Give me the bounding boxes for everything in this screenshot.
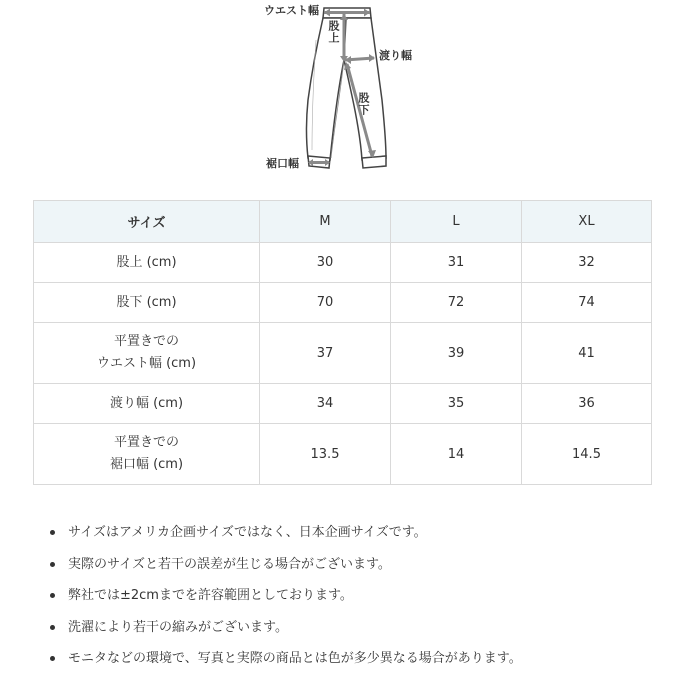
column-header-m: M xyxy=(260,201,391,243)
list-item xyxy=(40,616,660,648)
pants-illustration xyxy=(0,0,680,185)
row-label-text: 渡り幅 (cm) xyxy=(109,395,184,411)
thigh-width-label: 渡り幅 xyxy=(379,49,412,62)
pants-measurement-diagram xyxy=(0,0,680,185)
table-cell: 70 xyxy=(260,283,391,323)
table-row xyxy=(34,323,652,384)
list-item xyxy=(40,647,660,679)
note-text: 実際のサイズと若干の誤差が生じる場合がございます。 xyxy=(68,556,391,572)
table-row xyxy=(34,424,652,485)
table-cell: 37 xyxy=(260,323,391,384)
inseam-label: 股下 xyxy=(357,92,370,116)
column-header-size: サイズ xyxy=(34,201,260,243)
list-item xyxy=(40,521,660,553)
table-cell: 41 xyxy=(522,323,652,384)
table-row xyxy=(34,384,652,424)
row-label xyxy=(34,384,260,424)
rise-label: 股上 xyxy=(327,20,340,44)
table-cell: 30 xyxy=(260,243,391,283)
right-cuff-shape xyxy=(362,156,386,168)
bullet-icon xyxy=(50,593,55,598)
note-text: モニタなどの環境で、写真と実際の商品とは色が多少異なる場合があります。 xyxy=(68,651,522,666)
bullet-icon xyxy=(50,625,55,630)
table-row xyxy=(34,243,652,283)
table-cell: 39 xyxy=(391,323,522,384)
notes-list xyxy=(40,521,660,679)
row-label-text: 平置きでの xyxy=(113,334,179,349)
note-text: サイズはアメリカ企画サイズではなく、日本企画サイズです。 xyxy=(68,525,427,540)
table-cell: 74 xyxy=(522,283,652,323)
row-label xyxy=(34,424,260,485)
row-label xyxy=(34,283,260,323)
column-header-xl: XL xyxy=(522,201,652,243)
row-label xyxy=(34,243,260,283)
hem-width-label: 裾口幅 xyxy=(266,157,299,170)
table-cell: 14 xyxy=(391,424,522,485)
bullet-icon xyxy=(50,656,55,661)
row-label-text: 裾口幅 (cm) xyxy=(109,457,184,472)
row-label-text: ウエスト幅 (cm) xyxy=(96,356,197,371)
table-row xyxy=(34,283,652,323)
row-label-text: 股上 (cm) xyxy=(116,254,177,270)
size-table xyxy=(33,200,652,485)
column-header-l: L xyxy=(391,201,522,243)
bullet-icon xyxy=(50,562,55,567)
note-text: 洗濯により若干の縮みがございます。 xyxy=(68,619,288,635)
row-label xyxy=(34,323,260,384)
row-label-text: 股下 (cm) xyxy=(116,294,177,310)
note-text: 弊社では±2cmまでを許容範囲としております。 xyxy=(68,588,353,603)
list-item xyxy=(40,584,660,616)
waist-width-label: ウエスト幅 xyxy=(264,4,319,17)
table-cell: 13.5 xyxy=(260,424,391,485)
table-header-row xyxy=(34,201,652,243)
table-cell: 32 xyxy=(522,243,652,283)
bullet-icon xyxy=(50,530,55,535)
table-cell: 31 xyxy=(391,243,522,283)
table-cell: 35 xyxy=(391,384,522,424)
table-cell: 36 xyxy=(522,384,652,424)
list-item xyxy=(40,553,660,585)
table-cell: 14.5 xyxy=(522,424,652,485)
row-label-text: 平置きでの xyxy=(113,435,179,450)
table-cell: 34 xyxy=(260,384,391,424)
right-leg-shape xyxy=(344,18,386,160)
table-cell: 72 xyxy=(391,283,522,323)
